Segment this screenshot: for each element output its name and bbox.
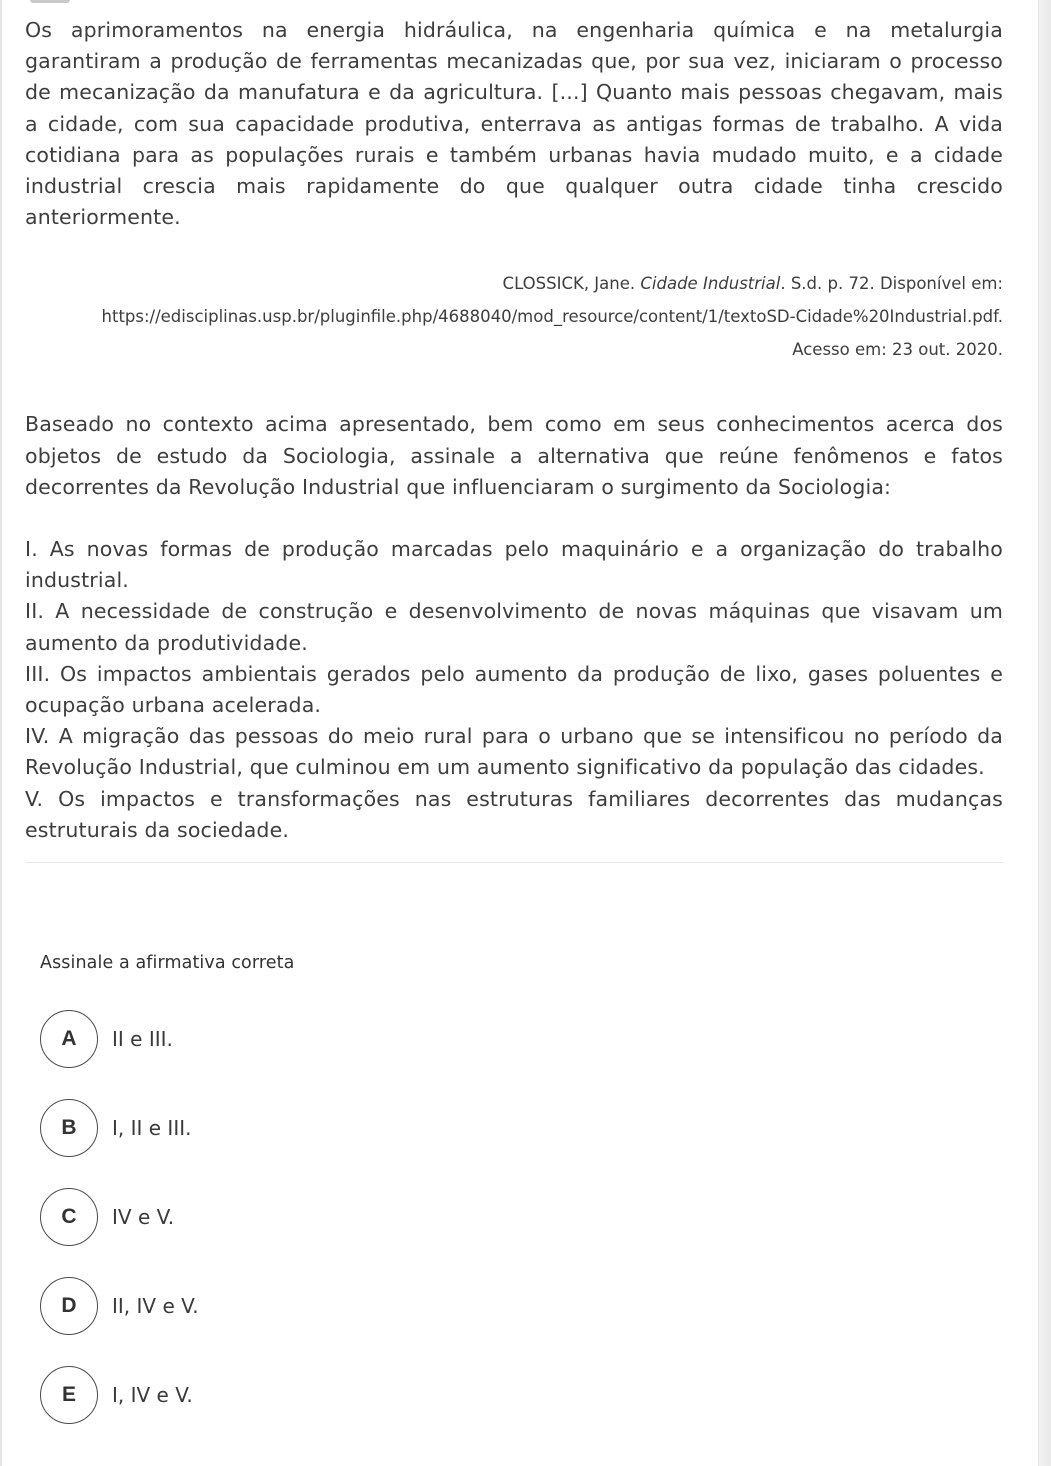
top-drag-handle xyxy=(30,0,70,3)
option-d-badge[interactable]: D xyxy=(40,1277,98,1335)
right-scroll-edge[interactable] xyxy=(1038,0,1051,1466)
option-e-text[interactable]: I, IV e V. xyxy=(112,1383,193,1407)
option-a[interactable] xyxy=(40,1009,173,1069)
section-divider xyxy=(25,862,1003,863)
option-b-text[interactable]: I, II e III. xyxy=(112,1116,192,1140)
question-text: Baseado no contexto acima apresentado, bem como em seus conhecimentos acerca dos objetos de estudo da Sociologia, assinale a alternativa que reúne fenômenos e fatos decorrentes da Revolução Industrial que influenciaram o surgimento da Sociologia: xyxy=(25,412,1003,499)
question-content xyxy=(25,15,1003,863)
option-c-text[interactable]: IV e V. xyxy=(112,1205,175,1229)
citation-details: . S.d. p. 72. Disponível em: xyxy=(780,274,1003,294)
option-b[interactable] xyxy=(40,1098,191,1158)
option-d[interactable] xyxy=(40,1276,199,1336)
option-a-badge[interactable]: A xyxy=(40,1010,98,1068)
citation-access: Acesso em: 23 out. 2020. xyxy=(792,340,1003,360)
option-e[interactable] xyxy=(40,1365,193,1425)
statement-iv: IV. A migração das pessoas do meio rural para o urbano que se intensificou no período da Revolução Industrial, que culminou em um aumento significativo da população das cidades. xyxy=(25,724,1003,780)
citation xyxy=(25,273,1003,372)
answer-prompt: Assinale a afirmativa correta xyxy=(40,953,295,973)
statements-list xyxy=(25,534,1003,846)
citation-url[interactable]: https://edisciplinas.usp.br/pluginfile.php/4688040/mod_resource/content/1/textoSD-Cidade%20Industrial.pdf. xyxy=(101,307,1003,327)
option-c-badge[interactable]: C xyxy=(40,1188,98,1246)
option-a-text[interactable]: II e III. xyxy=(112,1027,173,1051)
option-d-text[interactable]: II, IV e V. xyxy=(112,1294,199,1318)
citation-line-1 xyxy=(25,273,1003,306)
statement-iii: III. Os impactos ambientais gerados pelo aumento da produção de lixo, gases poluentes e ocupação urbana acelerada. xyxy=(25,661,1003,718)
citation-author: CLOSSICK, Jane. xyxy=(502,274,636,294)
option-e-badge[interactable]: E xyxy=(40,1366,98,1424)
left-border xyxy=(0,0,2,1466)
passage-text: Os aprimoramentos na energia hidráulica, na engenharia química e na metalurgia garantiram a produção de ferramentas mecanizadas que, por sua vez, iniciaram o processo de mecanização da manufatura e da agricultura. [...] Quanto mais pessoas chegavam, mais a cidade, com sua capacidade produtiva, enterrava as antigas formas de trabalho. A vida cotidiana para as populações rurais e também urbanas havia mudado muito, e a cidade industrial crescia mais rapidamente do que qualquer outra cidade tinha crescido anteriormente. xyxy=(25,18,1003,230)
citation-work: Cidade Industrial xyxy=(640,274,781,294)
statement-i: I. As novas formas de produção marcadas pelo maquinário e a organização do trabalho industrial. xyxy=(25,537,1003,593)
statement-ii: II. A necessidade de construção e desenvolvimento de novas máquinas que visavam um aumento da produtividade. xyxy=(25,599,1003,655)
option-b-badge[interactable]: B xyxy=(40,1099,98,1157)
option-c[interactable] xyxy=(40,1187,174,1247)
statement-v: V. Os impactos e transformações nas estruturas familiares decorrentes das mudanças estruturais da sociedade. xyxy=(25,786,1003,842)
